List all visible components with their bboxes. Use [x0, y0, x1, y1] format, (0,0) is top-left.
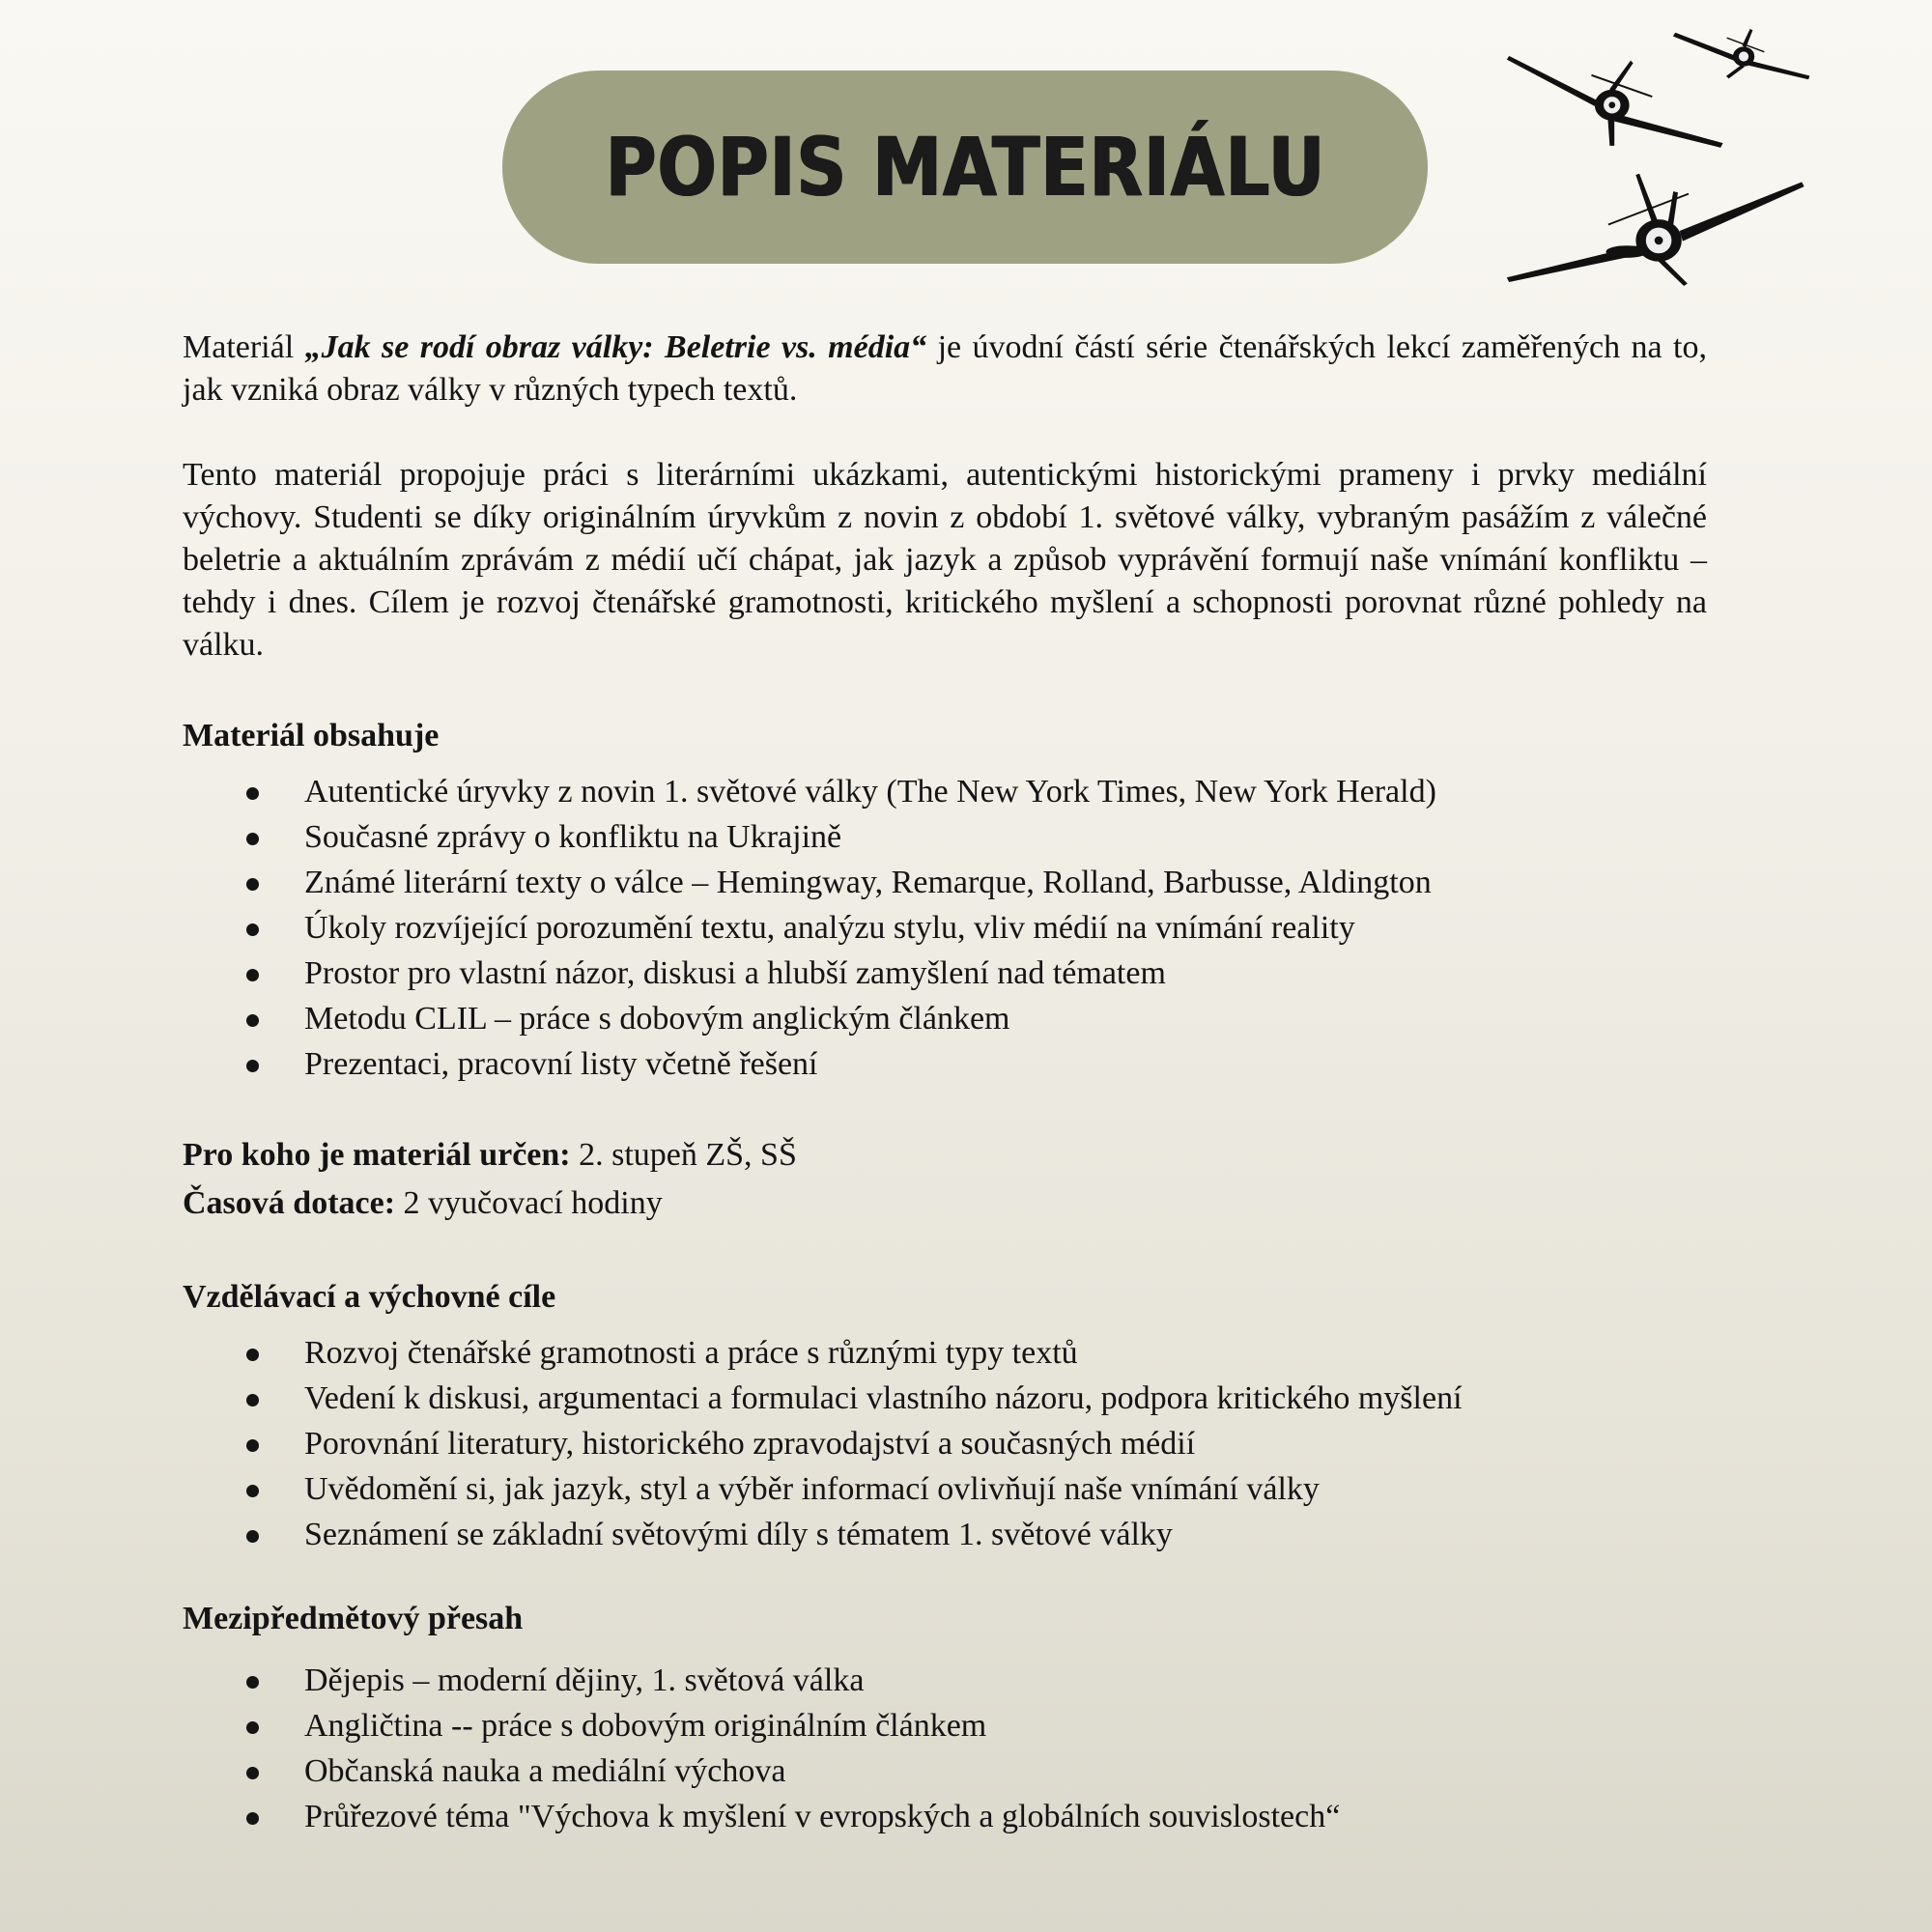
audience-value: 2. stupeň ZŠ, SŠ — [570, 1137, 797, 1173]
list-item-text: Občanská nauka a mediální výchova — [304, 1753, 786, 1789]
goals-section — [183, 1276, 1707, 1557]
bullet-icon — [246, 878, 259, 891]
list-item — [183, 1703, 1707, 1748]
bullet-icon — [246, 1812, 259, 1825]
list-item — [183, 996, 1707, 1041]
crosscurricular-heading: Mezipředmětový přesah — [183, 1601, 524, 1636]
list-item-text: Vedení k diskusi, argumentaci a formulaci vlastního názoru, podpora kritického myšlení — [304, 1380, 1463, 1416]
bullet-icon — [246, 1767, 259, 1779]
list-item — [183, 769, 1707, 814]
bullet-icon — [246, 1721, 259, 1734]
crosscurricular-section — [183, 1598, 1707, 1839]
goals-list — [183, 1330, 1707, 1557]
document-body — [183, 327, 1707, 1839]
bullet-icon — [246, 787, 259, 800]
contents-list — [183, 769, 1707, 1087]
list-item-text: Porovnání literatury, historického zpravodajství a současných médií — [304, 1426, 1196, 1462]
list-item — [183, 1376, 1707, 1421]
bullet-icon — [246, 1676, 259, 1689]
list-item — [183, 1466, 1707, 1512]
intro-paragraph — [183, 327, 1707, 412]
audience-line — [183, 1131, 1707, 1179]
fighter-planes-icon — [1488, 14, 1835, 295]
list-item — [183, 1330, 1707, 1376]
list-item — [183, 1794, 1707, 1839]
list-item-text: Současné zprávy o konfliktu na Ukrajině — [304, 819, 842, 855]
contents-section — [183, 715, 1707, 1087]
list-item-text: Prezentaci, pracovní listy včetně řešení — [304, 1046, 818, 1082]
bullet-icon — [246, 969, 259, 981]
time-line — [183, 1179, 1707, 1228]
intro-prefix: Materiál — [183, 329, 305, 365]
list-item — [183, 1748, 1707, 1794]
bullet-icon — [246, 1530, 259, 1543]
bullet-icon — [246, 1394, 259, 1406]
bullet-icon — [246, 1349, 259, 1361]
list-item-text: Úkoly rozvíjející porozumění textu, analýzu stylu, vliv médií na vnímání reality — [304, 910, 1355, 946]
list-item-text: Rozvoj čtenářské gramotnosti a práce s různými typy textů — [304, 1335, 1078, 1371]
audience-label: Pro koho je materiál určen: — [183, 1137, 571, 1173]
bullet-icon — [246, 1014, 259, 1027]
bullet-icon — [246, 1060, 259, 1072]
list-item — [183, 1512, 1707, 1557]
time-value: 2 vyučovací hodiny — [395, 1185, 663, 1221]
list-item-text: Autentické úryvky z novin 1. světové války (The New York Times, New York Herald) — [304, 774, 1436, 810]
list-item-text: Angličtina -- práce s dobovým originálním článkem — [304, 1708, 987, 1744]
bullet-icon — [246, 1439, 259, 1452]
list-item — [183, 860, 1707, 905]
list-item — [183, 1041, 1707, 1087]
list-item — [183, 1421, 1707, 1466]
material-title: „Jak se rodí obraz války: Beletrie vs. média“ — [304, 329, 927, 365]
intro-suffix: je úvodní částí série čtenářských lekcí zaměřených na to, jak vzniká obraz války v různých typech textů. — [183, 329, 1707, 408]
list-item-text: Dějepis – moderní dějiny, 1. světová válka — [304, 1662, 865, 1698]
list-item — [183, 814, 1707, 860]
list-item — [183, 951, 1707, 996]
description-paragraph: Tento materiál propojuje práci s literárními ukázkami, autentickými historickými prameny i prvky mediální výchovy. Studenti se díky originálním úryvkům z novin z období 1. světové války, vybraným pasážím z válečné beletrie a aktuálním zprávám z médií učí chápat, jak jazyk a způsob vyprávění formují naše vnímání konfliktu – tehdy i dnes. Cílem je rozvoj čtenářské gramotnosti, kritického myšlení a schopnosti porovnat různé pohledy na válku. — [183, 457, 1707, 663]
meta-info — [183, 1131, 1707, 1228]
bullet-icon — [246, 833, 259, 845]
bullet-icon — [246, 923, 259, 936]
list-item-text: Průřezové téma "Výchova k myšlení v evropských a globálních souvislostech“ — [304, 1799, 1341, 1834]
goals-heading: Vzdělávací a výchovné cíle — [183, 1279, 556, 1315]
list-item-text: Seznámení se základní světovými díly s tématem 1. světové války — [304, 1517, 1173, 1552]
title-banner — [502, 71, 1428, 264]
bullet-icon — [246, 1485, 259, 1497]
list-item-text: Metodu CLIL – práce s dobovým anglickým článkem — [304, 1001, 1010, 1037]
page-title: POPIS MATERIÁLU — [605, 120, 1325, 214]
list-item-text: Uvědomění si, jak jazyk, styl a výběr informací ovlivňují naše vnímání války — [304, 1471, 1320, 1507]
list-item — [183, 1658, 1707, 1703]
contents-heading: Materiál obsahuje — [183, 718, 440, 753]
crosscurricular-list — [183, 1658, 1707, 1839]
list-item-text: Známé literární texty o válce – Hemingway, Remarque, Rolland, Barbusse, Aldington — [304, 865, 1432, 900]
list-item — [183, 905, 1707, 951]
time-label: Časová dotace: — [183, 1185, 396, 1221]
list-item-text: Prostor pro vlastní názor, diskusi a hlubší zamyšlení nad tématem — [304, 955, 1166, 991]
